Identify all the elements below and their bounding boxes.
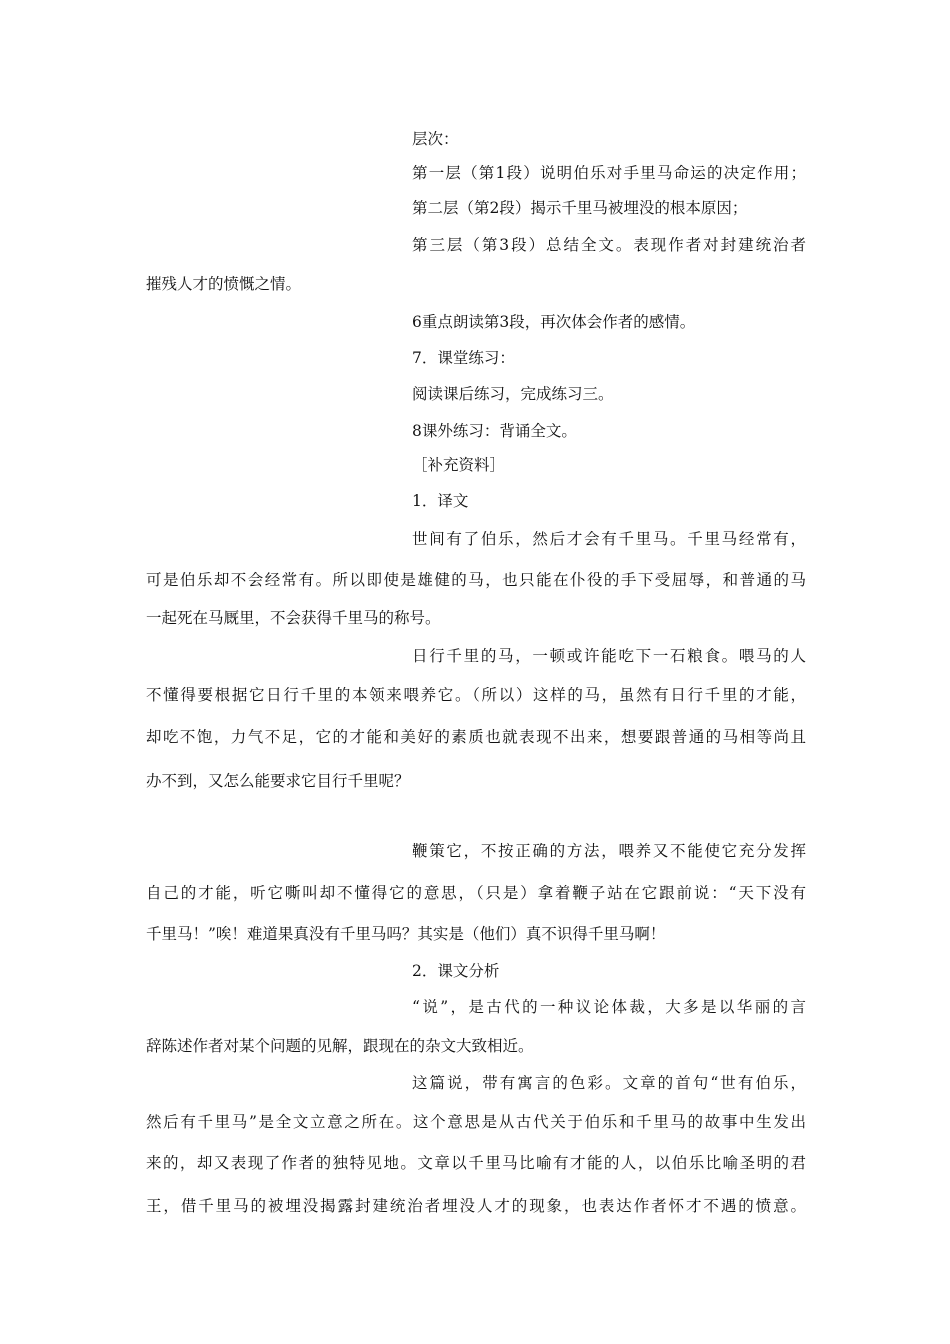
text-line: 王，借千里马的被埋没揭露封建统治者埋没人才的现象，也表达作者怀才不遇的愤意。 (146, 1197, 806, 1215)
section-title: ［补充资料］ (412, 456, 506, 474)
text-line: 来的，却又表现了作者的独特见地。文章以千里马比喻有才能的人，以伯乐比喻圣明的君 (146, 1154, 806, 1172)
text-line: “说”，是古代的一种议论体裁，大多是以华丽的言 (412, 998, 806, 1016)
section-title: 8课外练习：背诵全文。 (412, 422, 577, 440)
text-line: 第二层（第2段）揭示千里马被埋没的根本原因； (412, 199, 748, 217)
heading-levels: 层次： (412, 130, 459, 148)
text-line: 一起死在马厩里，不会获得千里马的称号。 (146, 609, 441, 627)
text-line: 阅读课后练习，完成练习三。 (412, 385, 614, 403)
text-line: 摧残人才的愤慨之情。 (146, 275, 302, 293)
text-line: 自己的才能，听它嘶叫却不懂得它的意思，（只是）拿着鞭子站在它跟前说：“天下没有 (146, 884, 806, 902)
text-line: 办不到，又怎么能要求它目行千里呢？ (146, 772, 410, 790)
section-title: 1．译文 (412, 492, 469, 510)
text-line: 然后有千里马”是全文立意之所在。这个意思是从古代关于伯乐和千里马的故事中生发出 (146, 1113, 806, 1131)
text-line: 可是伯乐却不会经常有。所以即使是雄健的马，也只能在仆役的手下受屈辱，和普通的马 (146, 571, 806, 589)
text-line: 却吃不饱，力气不足，它的才能和美好的素质也就表现不出来，想要跟普通的马相等尚且 (146, 728, 806, 746)
text-line: 日行千里的马，一顿或许能吃下一石粮食。喂马的人 (412, 647, 806, 665)
text-line: 第三层（第3段）总结全文。表现作者对封建统治者 (412, 236, 806, 254)
section-title: 7．课堂练习： (412, 349, 515, 367)
text-line: 这篇说，带有寓言的色彩。文章的首句“世有伯乐， (412, 1074, 806, 1092)
text-line: 千里马！”唉！难道果真没有千里马吗？其实是（他们）真不识得千里马啊！ (146, 925, 666, 943)
text-line: 世间有了伯乐，然后才会有千里马。千里马经常有， (412, 530, 806, 548)
text-line: 鞭策它，不按正确的方法，喂养又不能使它充分发挥 (412, 842, 806, 860)
text-line: 6重点朗读第3段，再次体会作者的感情。 (412, 313, 696, 331)
text-line: 辞陈述作者对某个问题的见解，跟现在的杂文大致相近。 (146, 1037, 534, 1055)
section-title: 2．课文分析 (412, 962, 500, 980)
text-line: 第一层（第1段）说明伯乐对手里马命运的决定作用； (412, 164, 806, 182)
text-line: 不懂得要根据它日行千里的本领来喂养它。（所以）这样的马，虽然有日行千里的才能， (146, 686, 806, 704)
